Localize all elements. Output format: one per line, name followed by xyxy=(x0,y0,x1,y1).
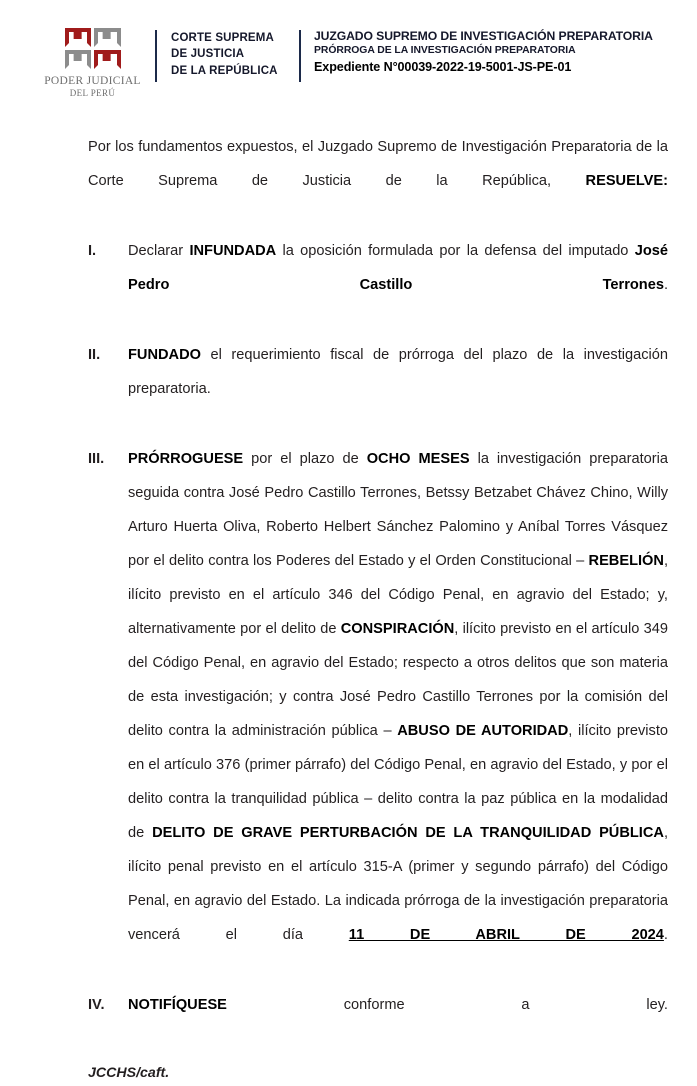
clause-ii-b1: FUNDADO xyxy=(128,347,201,363)
clause-i xyxy=(88,234,668,336)
poder-judicial-logo-icon xyxy=(65,28,121,69)
clause-iii-b6: DELITO DE GRAVE PERTURBACIÓN DE LA TRANQUILIDAD PÚBLICA xyxy=(152,825,664,841)
logo-cell-2 xyxy=(94,28,121,47)
document-header xyxy=(0,0,697,99)
clause-iii-b3: REBELIÓN xyxy=(588,553,664,569)
clause-ii xyxy=(88,338,668,440)
intro-paragraph xyxy=(88,130,668,232)
clause-i-numeral: I. xyxy=(88,243,97,259)
logo-cell-3 xyxy=(65,50,92,69)
clause-iii-b2: OCHO MESES xyxy=(366,451,470,467)
court-line-3: DE LA REPÚBLICA xyxy=(171,64,278,77)
brand-name: PODER JUDICIAL xyxy=(44,75,141,87)
logo-cell-4 xyxy=(94,50,121,69)
court-line-1: CORTE SUPREMA xyxy=(171,32,274,44)
clause-iii-b1: PRÓRROGUESE xyxy=(128,451,244,467)
clause-iv-b1: NOTIFÍQUESE xyxy=(128,997,227,1013)
brand-subtitle: DEL PERÚ xyxy=(69,88,116,99)
case-file-number: Expediente N°00039-2022-19-5001-JS-PE-01 xyxy=(314,59,572,74)
clause-iv-numeral: IV. xyxy=(88,997,105,1013)
clause-i-t3: . xyxy=(663,277,668,293)
court-line-2: DE JUSTICIA xyxy=(171,48,245,61)
clause-ii-numeral: II. xyxy=(88,347,101,363)
case-court-name: JUZGADO SUPREMO DE INVESTIGACIÓN PREPARATORIA xyxy=(314,29,653,43)
clause-iv-text xyxy=(128,988,668,1056)
clause-iii-t3: la investigación preparatoria seguida contra José Pedro Castillo Terrones, Betssy Betzabet Chávez Chino, Willy Arturo Huerta Oliva, Roberto Helbert Sánchez Palomino y Aníbal Torres Vásquez por el delito contra los Poderes del Estado y el Orden Constitucional – xyxy=(128,451,668,569)
clause-iii xyxy=(88,442,668,986)
case-subject: PRÓRROGA DE LA INVESTIGACIÓN PREPARATORIA xyxy=(314,45,576,57)
clause-iii-t2: por el plazo de xyxy=(243,451,367,467)
clause-iii-t5: , ilícito previsto en el artículo 349 del Código Penal, en agravio del Estado; respecto a otros delitos que son materia de esta investigación; y contra José Pedro Castillo Terrones por la comisión del delito contra la administración pública – xyxy=(128,621,668,739)
clause-iii-b4: CONSPIRACIÓN xyxy=(340,621,455,637)
clause-iii-t7: , ilícito penal previsto en el artículo 315-A (primer y segundo párrafo) del Código Penal, en agravio del Estado. La indicada prórroga de la investigación preparatoria vencerá el día xyxy=(128,825,668,943)
clause-iii-b5: ABUSO DE AUTORIDAD xyxy=(397,723,569,739)
intro-text: Por los fundamentos expuestos, el Juzgado Supremo de Investigación Preparatoria de la Corte Suprema de Justicia de la República, xyxy=(88,139,668,189)
document-body xyxy=(0,92,697,1086)
resuelve-keyword: RESUELVE: xyxy=(585,173,668,189)
clause-iii-deadline-date: 11 DE ABRIL DE 2024 xyxy=(348,927,664,943)
case-title-block xyxy=(301,28,697,76)
clause-iv-t2: conforme a ley. xyxy=(226,997,668,1013)
clause-iii-t4: , ilícito previsto en el artículo 346 del Código Penal, en agravio del Estado; y, alternativamente por el delito de xyxy=(128,553,668,637)
clause-iii-t8: . xyxy=(663,927,668,943)
clause-i-b1: INFUNDADA xyxy=(189,243,277,259)
clause-i-t1: Declarar xyxy=(128,243,190,259)
clause-iii-t6: , ilícito previsto en el artículo 376 (primer párrafo) del Código Penal, en agravio del Estado, y por el delito contra la tranquilidad pública – delito contra la paz pública en la modalidad de xyxy=(128,723,668,841)
clause-i-t2: la oposición formulada por la defensa del imputado xyxy=(276,243,635,259)
brand-block xyxy=(0,28,155,99)
clause-iii-numeral: III. xyxy=(88,451,105,467)
court-title-block xyxy=(157,28,299,79)
clause-ii-text xyxy=(128,338,668,440)
signature-initials: JCCHS/caft. xyxy=(88,1065,170,1081)
clause-iii-text xyxy=(128,442,668,986)
clause-i-text xyxy=(128,234,668,336)
clause-iv xyxy=(88,988,668,1056)
logo-cell-1 xyxy=(65,28,92,47)
clause-i-b2: José Pedro Castillo Terrones xyxy=(128,243,668,293)
clause-ii-t2: el requerimiento fiscal de prórroga del plazo de la investigación preparatoria. xyxy=(128,347,668,397)
